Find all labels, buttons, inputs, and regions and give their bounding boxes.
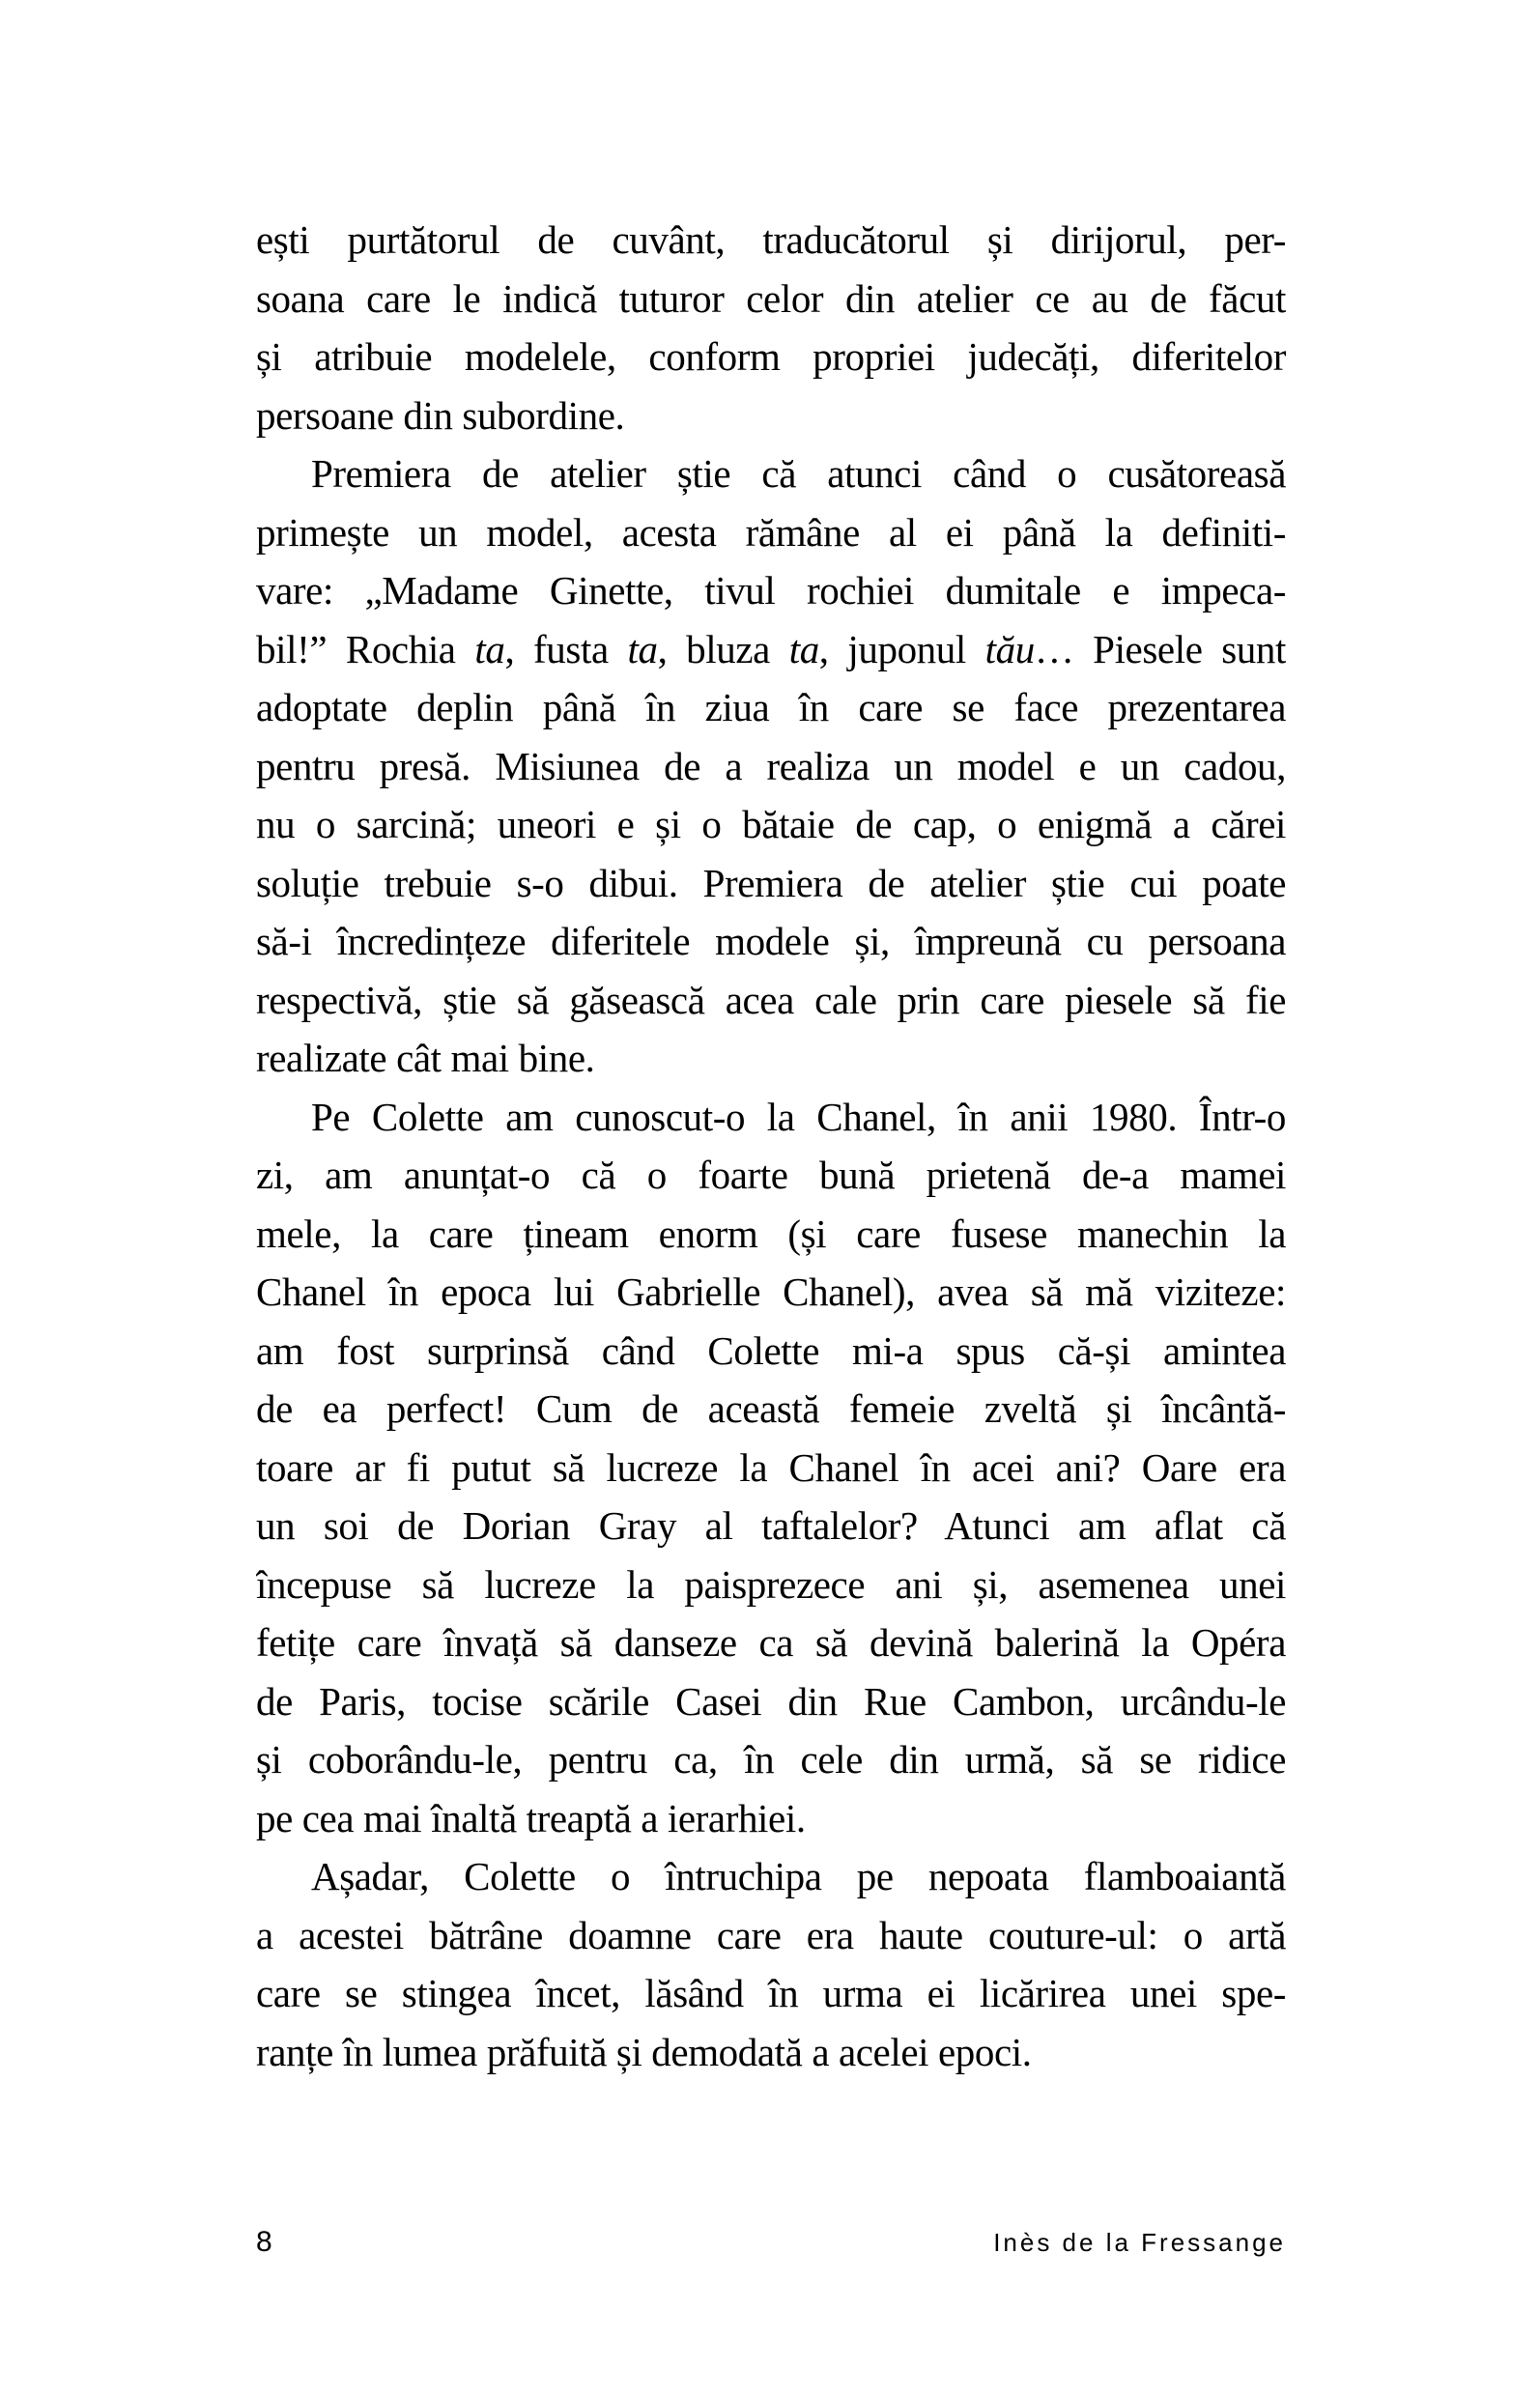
text-line: zi, am anunțat-o că o foarte bună prietenă de-a mamei xyxy=(256,1153,1286,1197)
text-line: pentru presă. Misiunea de a realiza un model e un cadou, xyxy=(256,743,1286,788)
text-line: ranțe în lumea prăfuită și demodată a acelei epoci. xyxy=(256,2029,1032,2074)
paragraph xyxy=(256,444,1286,1088)
text-line: și coborându-le, pentru ca, în cele din urmă, să se ridice xyxy=(256,1737,1286,1782)
running-footer-author: Inès de la Fressange xyxy=(993,2228,1286,2257)
text-line: pe cea mai înaltă treaptă a ierarhiei. xyxy=(256,1795,806,1840)
paragraph xyxy=(256,211,1286,444)
paragraph xyxy=(256,1088,1286,1848)
italic-text: tău xyxy=(984,626,1035,671)
text-line: de ea perfect! Cum de această femeie zveltă și încântă- xyxy=(256,1386,1286,1431)
italic-text: ta xyxy=(788,626,819,671)
text-line: Premiera de atelier știe că atunci când o cusătoreasă xyxy=(311,451,1286,496)
text-line: respectivă, știe să găsească acea cale prin care piesele să fie xyxy=(256,977,1286,1022)
text-line: Așadar, Colette o întruchipa pe nepoata flamboaiantă xyxy=(311,1854,1286,1898)
text-line: toare ar fi putut să lucreze la Chanel în acei ani? Oare era xyxy=(256,1444,1286,1490)
text-line: vare: „Madame Ginette, tivul rochiei dumitale e impeca- xyxy=(256,568,1286,613)
paragraph xyxy=(256,1847,1286,2081)
page-footer xyxy=(256,2226,1286,2259)
page-number: 8 xyxy=(256,2226,273,2258)
italic-text: ta xyxy=(627,626,658,671)
text-line: soluție trebuie s-o dibui. Premiera de atelier știe cui poate xyxy=(256,860,1286,905)
italic-text: ta xyxy=(474,626,505,671)
text-line: nu o sarcină; uneori e și o bătaie de cap, o enigmă a cărei xyxy=(256,802,1286,846)
text-line: de Paris, tocise scările Casei din Rue Cambon, urcându-le xyxy=(256,1678,1286,1724)
text-line: Pe Colette am cunoscut-o la Chanel, în anii 1980. Într-o xyxy=(311,1094,1286,1139)
text-line: un soi de Dorian Gray al taftalelor? Atunci am aflat că xyxy=(256,1503,1286,1548)
text-line: primește un model, acesta rămâne al ei până la definiti- xyxy=(256,509,1286,555)
text-line: soana care le indică tuturor celor din atelier ce au de făcut xyxy=(256,275,1286,321)
text-block xyxy=(256,211,1286,2081)
text-line: să-i încredințeze diferitele modele și, împreună cu persoana xyxy=(256,919,1286,963)
text-line: care se stingea încet, lăsând în urma ei licărirea unei spe- xyxy=(256,1971,1286,2015)
text-line: a acestei bătrâne doamne care era haute couture-ul: o artă xyxy=(256,1912,1286,1957)
text-line: Chanel în epoca lui Gabrielle Chanel), avea să mă viziteze: xyxy=(256,1269,1286,1314)
text-line: fetițe care învață să danseze ca să devină balerină la Opéra xyxy=(256,1620,1286,1665)
text-line: am fost surprinsă când Colette mi-a spus că-și amintea xyxy=(256,1327,1286,1373)
text-line: persoane din subordine. xyxy=(256,392,625,438)
text-line: bil!” Rochia ta, fusta ta, bluza ta, juponul tău… Piesele sunt xyxy=(256,626,1286,671)
text-line: și atribuie modelele, conform propriei judecăți, diferitelor xyxy=(256,334,1286,379)
text-line: ești purtătorul de cuvânt, traducătorul și dirijorul, per- xyxy=(256,217,1286,262)
text-line: începuse să lucreze la paisprezece ani și, asemenea unei xyxy=(256,1561,1286,1607)
text-line: adoptate deplin până în ziua în care se face prezentarea xyxy=(256,685,1286,729)
text-line: realizate cât mai bine. xyxy=(256,1036,595,1080)
text-line: mele, la care țineam enorm (și care fusese manechin la xyxy=(256,1211,1286,1256)
